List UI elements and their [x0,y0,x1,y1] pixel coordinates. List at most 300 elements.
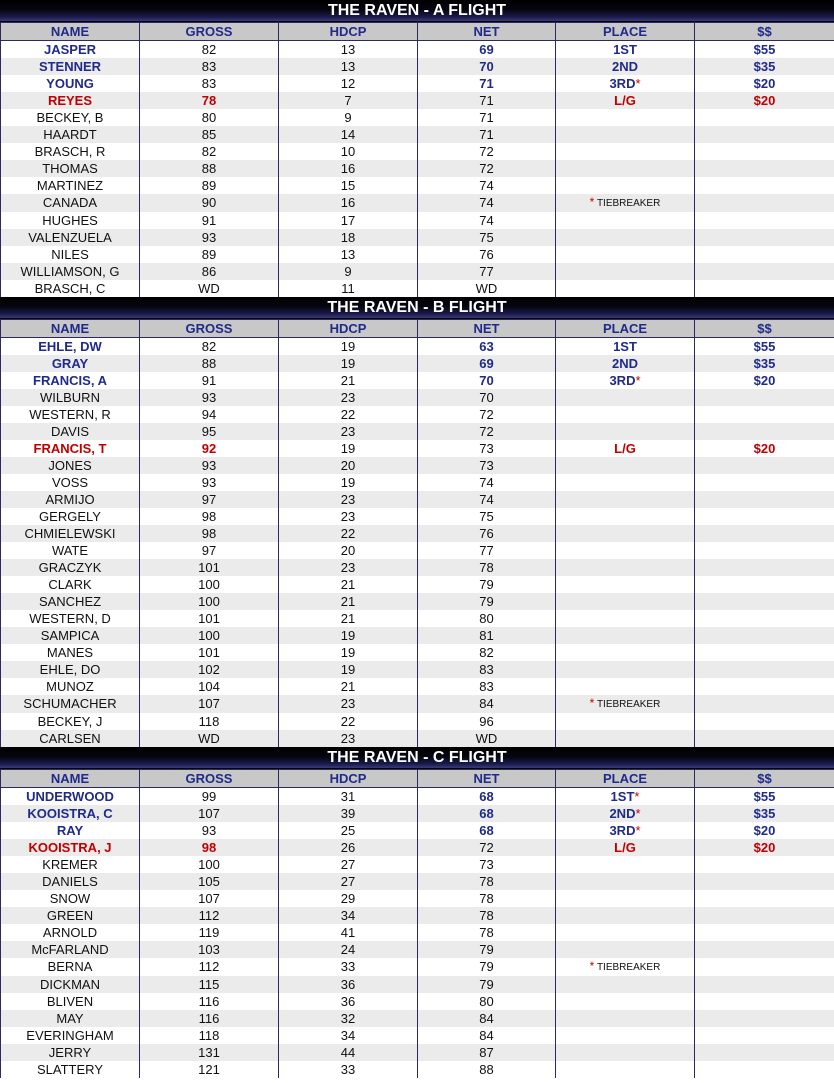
cell-gross: 85 [140,126,279,143]
flight-section [0,297,834,747]
cell-place [556,423,695,440]
cell-hdcp: 21 [279,593,418,610]
cell-name: VALENZUELA [1,229,140,246]
table-row [1,644,834,661]
cell-hdcp: 19 [279,338,418,356]
cell-net: 71 [418,109,556,126]
table-row [1,941,834,958]
cell-pay [695,873,834,890]
cell-net: 68 [418,788,556,806]
cell-gross: 93 [140,389,279,406]
cell-gross: 107 [140,890,279,907]
cell-net: 78 [418,890,556,907]
cell-gross: 107 [140,805,279,822]
cell-name: FRANCIS, A [1,372,140,389]
cell-place [556,678,695,695]
results-table [0,319,834,747]
cell-name: WILLIAMSON, G [1,263,140,280]
cell-pay [695,644,834,661]
table-row [1,1061,834,1078]
cell-gross: 116 [140,993,279,1010]
cell-net: 81 [418,627,556,644]
cell-name: BLIVEN [1,993,140,1010]
table-row [1,958,834,976]
cell-name: EHLE, DO [1,661,140,678]
cell-pay [695,525,834,542]
cell-net: 68 [418,805,556,822]
cell-pay: $55 [695,338,834,356]
cell-hdcp: 13 [279,58,418,75]
cell-gross: 83 [140,58,279,75]
cell-net: 79 [418,976,556,993]
cell-pay [695,229,834,246]
cell-hdcp: 19 [279,661,418,678]
column-header-row [1,320,834,338]
cell-name: REYES [1,92,140,109]
cell-net: 70 [418,58,556,75]
cell-name: BECKEY, B [1,109,140,126]
cell-place [556,263,695,280]
cell-name: EVERINGHAM [1,1027,140,1044]
cell-pay [695,576,834,593]
cell-place [556,1061,695,1078]
cell-name: KREMER [1,856,140,873]
cell-hdcp: 44 [279,1044,418,1061]
column-header-hdcp: HDCP [279,320,418,338]
cell-net: 72 [418,143,556,160]
table-row [1,389,834,406]
cell-net: 83 [418,661,556,678]
cell-gross: 101 [140,610,279,627]
cell-gross: WD [140,730,279,747]
cell-net: 63 [418,338,556,356]
cell-hdcp: 27 [279,856,418,873]
cell-net: 82 [418,644,556,661]
cell-net: 74 [418,474,556,491]
cell-name: BECKEY, J [1,713,140,730]
cell-gross: 88 [140,355,279,372]
cell-name: GRACZYK [1,559,140,576]
cell-gross: 119 [140,924,279,941]
cell-net: 87 [418,1044,556,1061]
flight-title: THE RAVEN - B FLIGHT [0,297,834,319]
cell-hdcp: 11 [279,280,418,297]
cell-pay [695,406,834,423]
cell-name: SANCHEZ [1,593,140,610]
cell-pay: $35 [695,355,834,372]
cell-name: DANIELS [1,873,140,890]
table-row [1,610,834,627]
cell-name: CANADA [1,194,140,212]
cell-place [556,730,695,747]
cell-place [556,474,695,491]
tiebreaker-asterisk: * [589,195,595,209]
cell-gross: 104 [140,678,279,695]
cell-pay [695,856,834,873]
cell-hdcp: 23 [279,389,418,406]
cell-name: SNOW [1,890,140,907]
cell-gross: 91 [140,212,279,229]
cell-gross: 89 [140,177,279,194]
cell-gross: 94 [140,406,279,423]
cell-place [556,389,695,406]
flight-title: THE RAVEN - A FLIGHT [0,0,834,22]
cell-place [556,126,695,143]
tiebreaker-asterisk: * [635,805,641,821]
table-row [1,263,834,280]
cell-hdcp: 14 [279,126,418,143]
cell-hdcp: 17 [279,212,418,229]
column-header-gross: GROSS [140,23,279,41]
cell-pay [695,542,834,559]
cell-place [556,788,695,806]
cell-place: L/G [556,839,695,856]
cell-gross: 93 [140,474,279,491]
cell-place [556,627,695,644]
cell-net: 71 [418,126,556,143]
cell-place [556,194,695,212]
table-row [1,177,834,194]
cell-net: 74 [418,194,556,212]
table-row [1,508,834,525]
cell-hdcp: 31 [279,788,418,806]
place-value: 3RD [609,75,636,91]
table-row [1,627,834,644]
tiebreaker-asterisk: * [589,959,595,973]
cell-net: 76 [418,246,556,263]
cell-gross: 121 [140,1061,279,1078]
cell-place [556,593,695,610]
cell-hdcp: 19 [279,440,418,457]
cell-name: SAMPICA [1,627,140,644]
cell-pay [695,627,834,644]
cell-net: 79 [418,593,556,610]
column-header-gross: GROSS [140,320,279,338]
table-row [1,355,834,372]
cell-gross: 93 [140,229,279,246]
cell-pay [695,890,834,907]
place-value: 2ND [609,805,636,821]
cell-hdcp: 39 [279,805,418,822]
tiebreaker-asterisk: * [634,788,640,804]
results-table [0,22,834,297]
cell-hdcp: 21 [279,678,418,695]
cell-gross: 115 [140,976,279,993]
cell-place [556,75,695,92]
cell-place [556,822,695,839]
cell-gross: 112 [140,958,279,976]
cell-place [556,695,695,713]
cell-name: HUGHES [1,212,140,229]
cell-place [556,559,695,576]
cell-gross: 103 [140,941,279,958]
table-row [1,788,834,806]
table-row [1,246,834,263]
cell-hdcp: 41 [279,924,418,941]
place-value: 1ST [610,788,635,804]
cell-net: 77 [418,542,556,559]
cell-place [556,610,695,627]
table-row [1,212,834,229]
table-row [1,525,834,542]
table-row [1,372,834,389]
cell-pay [695,1061,834,1078]
cell-place [556,542,695,559]
cell-net: 70 [418,372,556,389]
tiebreaker-note: TIEBREAKER [596,962,661,973]
cell-gross: 116 [140,1010,279,1027]
cell-net: 73 [418,440,556,457]
cell-net: 96 [418,713,556,730]
cell-gross: 100 [140,576,279,593]
cell-name: THOMAS [1,160,140,177]
table-row [1,873,834,890]
cell-place: L/G [556,440,695,457]
cell-pay: $20 [695,822,834,839]
cell-name: WESTERN, D [1,610,140,627]
cell-net: 76 [418,525,556,542]
cell-gross: 131 [140,1044,279,1061]
cell-place [556,1027,695,1044]
cell-gross: 100 [140,593,279,610]
table-row [1,993,834,1010]
cell-net: 75 [418,508,556,525]
cell-gross: 97 [140,542,279,559]
cell-name: WESTERN, R [1,406,140,423]
cell-name: CHMIELEWSKI [1,525,140,542]
cell-place [556,1010,695,1027]
cell-net: 73 [418,457,556,474]
cell-place [556,177,695,194]
cell-net: 80 [418,610,556,627]
cell-place [556,873,695,890]
cell-name: KOOISTRA, J [1,839,140,856]
cell-gross: 98 [140,508,279,525]
cell-place [556,280,695,297]
cell-pay [695,263,834,280]
cell-hdcp: 15 [279,177,418,194]
cell-pay [695,678,834,695]
cell-name: SCHUMACHER [1,695,140,713]
cell-place [556,856,695,873]
cell-hdcp: 22 [279,525,418,542]
cell-pay: $55 [695,41,834,59]
cell-net: 68 [418,822,556,839]
cell-net: 88 [418,1061,556,1078]
column-header-place: PLACE [556,770,695,788]
column-header-pay: $$ [695,23,834,41]
table-row [1,41,834,59]
cell-gross: 98 [140,839,279,856]
cell-pay [695,126,834,143]
table-row [1,58,834,75]
table-row [1,576,834,593]
cell-pay [695,907,834,924]
column-header-row [1,770,834,788]
cell-name: UNDERWOOD [1,788,140,806]
cell-hdcp: 21 [279,576,418,593]
cell-name: ARNOLD [1,924,140,941]
cell-net: 72 [418,423,556,440]
cell-pay [695,109,834,126]
cell-hdcp: 9 [279,109,418,126]
cell-name: CLARK [1,576,140,593]
table-row [1,976,834,993]
cell-hdcp: 23 [279,508,418,525]
flight-section [0,0,834,297]
cell-pay [695,976,834,993]
table-row [1,661,834,678]
cell-hdcp: 23 [279,730,418,747]
table-row [1,678,834,695]
cell-place: 1ST [556,338,695,356]
cell-gross: 93 [140,457,279,474]
cell-pay [695,389,834,406]
cell-pay [695,958,834,976]
cell-net: 78 [418,559,556,576]
cell-pay [695,194,834,212]
cell-hdcp: 20 [279,457,418,474]
cell-hdcp: 7 [279,92,418,109]
cell-net: 74 [418,212,556,229]
column-header-net: NET [418,770,556,788]
cell-hdcp: 24 [279,941,418,958]
cell-gross: 80 [140,109,279,126]
cell-place [556,212,695,229]
cell-pay [695,730,834,747]
cell-hdcp: 22 [279,713,418,730]
cell-hdcp: 10 [279,143,418,160]
cell-gross: 101 [140,559,279,576]
cell-name: JASPER [1,41,140,59]
cell-hdcp: 23 [279,695,418,713]
cell-name: DAVIS [1,423,140,440]
tiebreaker-note: TIEBREAKER [596,699,661,710]
results-table [0,769,834,1078]
cell-place: 2ND [556,58,695,75]
table-row [1,440,834,457]
cell-gross: 82 [140,338,279,356]
column-header-pay: $$ [695,770,834,788]
cell-gross: 89 [140,246,279,263]
table-row [1,924,834,941]
flight-section [0,747,834,1078]
table-row [1,457,834,474]
cell-name: KOOISTRA, C [1,805,140,822]
cell-hdcp: 36 [279,993,418,1010]
table-row [1,474,834,491]
cell-place [556,457,695,474]
cell-hdcp: 23 [279,559,418,576]
cell-gross: WD [140,280,279,297]
cell-net: 69 [418,41,556,59]
cell-hdcp: 32 [279,1010,418,1027]
cell-hdcp: 16 [279,160,418,177]
cell-gross: 90 [140,194,279,212]
cell-name: CARLSEN [1,730,140,747]
table-row [1,805,834,822]
table-row [1,406,834,423]
cell-net: 79 [418,576,556,593]
cell-pay: $35 [695,58,834,75]
cell-place [556,907,695,924]
cell-gross: 82 [140,41,279,59]
table-row [1,143,834,160]
cell-place [556,143,695,160]
cell-place [556,246,695,263]
cell-hdcp: 19 [279,644,418,661]
table-row [1,109,834,126]
cell-net: 72 [418,160,556,177]
cell-place [556,661,695,678]
cell-name: BERNA [1,958,140,976]
cell-pay [695,177,834,194]
flight-title: THE RAVEN - C FLIGHT [0,747,834,769]
table-row [1,194,834,212]
cell-place [556,1044,695,1061]
cell-hdcp: 21 [279,372,418,389]
cell-name: MUNOZ [1,678,140,695]
cell-net: 74 [418,491,556,508]
cell-pay [695,610,834,627]
cell-name: WATE [1,542,140,559]
table-row [1,822,834,839]
table-row [1,126,834,143]
cell-net: 84 [418,1027,556,1044]
table-row [1,491,834,508]
cell-pay [695,661,834,678]
cell-hdcp: 34 [279,907,418,924]
cell-gross: 97 [140,491,279,508]
cell-gross: 118 [140,713,279,730]
cell-hdcp: 9 [279,263,418,280]
cell-name: YOUNG [1,75,140,92]
cell-name: VOSS [1,474,140,491]
cell-place [556,805,695,822]
cell-pay [695,246,834,263]
cell-gross: 95 [140,423,279,440]
cell-gross: 102 [140,661,279,678]
cell-net: 79 [418,958,556,976]
cell-name: NILES [1,246,140,263]
cell-gross: 100 [140,856,279,873]
cell-net: 78 [418,924,556,941]
cell-hdcp: 26 [279,839,418,856]
table-row [1,559,834,576]
cell-pay [695,713,834,730]
tiebreaker-note: TIEBREAKER [596,198,661,209]
cell-place [556,160,695,177]
cell-hdcp: 33 [279,1061,418,1078]
column-header-place: PLACE [556,320,695,338]
cell-pay: $55 [695,788,834,806]
cell-name: RAY [1,822,140,839]
cell-name: BRASCH, C [1,280,140,297]
table-row [1,92,834,109]
cell-pay [695,457,834,474]
cell-pay [695,212,834,229]
cell-hdcp: 33 [279,958,418,976]
cell-net: 73 [418,856,556,873]
table-row [1,730,834,747]
cell-place [556,491,695,508]
cell-pay [695,993,834,1010]
cell-net: 79 [418,941,556,958]
cell-net: 72 [418,406,556,423]
cell-place [556,644,695,661]
cell-hdcp: 29 [279,890,418,907]
cell-pay [695,1010,834,1027]
